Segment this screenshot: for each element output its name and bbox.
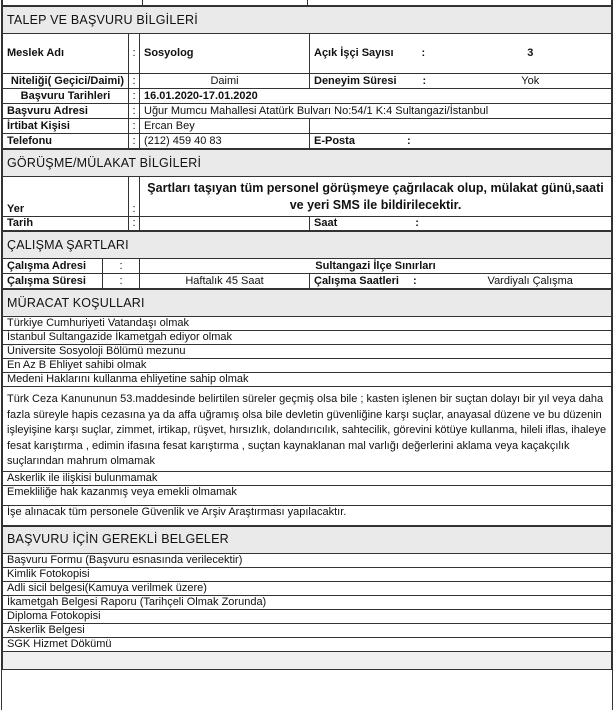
irtibat-value: Ercan Bey <box>140 119 310 134</box>
muracat-section <box>2 289 612 526</box>
list-item: Türk Ceza Kanununun 53.maddesinde belirtilen süreler geçmiş olsa bile ; kasten işlenen bir suçtan dolayı bir yıl veya daha fazla süreyle hapis cezasına ya da affa uğramış olsa bile devletin güvenliğine karşı suçlar, anayasal düzene ve bu düzenin işleyişine karşı suçlar, zimmet, irtikap, rüşvet, hırsızlık, dolandırıcılık, sahtecilik, görevini kötüye kullanma, hileli iflas, ihaleye fesat karıştırma , edimin ifasına fesat karıştırma , suçtan kaynaklanan mal varlığı değerlerini aklama veya kaçakçılık suçlarından mahrum olmamak <box>3 387 612 472</box>
nitelik-value: Daimi <box>140 74 310 89</box>
saat-label: Saat : <box>310 217 612 231</box>
list-item: Emekliliğe hak kazanmış veya emekli olmamak <box>3 485 612 505</box>
deneyim-label: Deneyim Süresi : <box>310 74 450 89</box>
list-item: İşe alınacak tüm personele Güvenlik ve Arşiv Araştırması yapılacaktır. <box>3 505 612 525</box>
gorusme-heading: GÖRÜŞME/MÜLAKAT BİLGİLERİ <box>3 150 612 177</box>
calisma-adres-value: Sultangazi İlçe Sınırları <box>140 259 612 274</box>
calisma-saat-value: Vardiyalı Çalışma <box>450 274 612 289</box>
basvuru-adres-value: Uğur Mumcu Mahallesi Atatürk Bulvarı No:54/1 K:4 Sultangazi/İstanbul <box>140 104 612 119</box>
calisma-sure-label: Çalışma Süresi <box>3 274 103 289</box>
belgeler-section <box>2 526 612 670</box>
basvuru-adres-label: Başvuru Adresi <box>3 104 129 119</box>
yer-value: Şartları taşıyan tüm personel görüşmeye çağrılacak olup, mülakat günü,saati ve yeri SMS ile bildirilecektir. <box>140 177 612 217</box>
talep-section: TALEP VE BAŞVURU BİLGİLERİ Meslek Adı : Sosyolog Açık İşçi Sayısı : 3 Niteliği( Geçici/Daimi) : Daimi Deneyim Süresi : Yok Başvuru Tarihleri : 16.01.2020-17.01.2020 Başvuru Adresi : Uğur Mumcu Mahallesi Atatürk Bulvarı No:54/1 K:4 Sultangazi/İstanbul İrtibat Kişisi : Ercan Bey Telefonu : (212) 459 40 83 E-Posta : <box>2 6 612 149</box>
calisma-section: ÇALIŞMA ŞARTLARI Çalışma Adresi : Sultangazi İlçe Sınırları Çalışma Süresi : Haftalık 45 Saat Çalışma Saatleri : Vardiyalı Çalışma <box>2 231 612 289</box>
talep-heading: TALEP VE BAŞVURU BİLGİLERİ <box>3 7 612 34</box>
basvuru-tarih-label: Başvuru Tarihleri <box>3 89 129 104</box>
list-item: SGK Hizmet Dökümü <box>3 637 612 651</box>
list-item: İkametgah Belgesi Raporu (Tarihçeli Olmak Zorunda) <box>3 595 612 609</box>
acik-value: 3 <box>450 34 612 74</box>
meslek-value: Sosyolog <box>140 34 310 74</box>
yer-label: Yer <box>3 177 129 217</box>
muracat-heading: MÜRACAT KOŞULLARI <box>3 290 612 317</box>
calisma-sure-value: Haftalık 45 Saat <box>140 274 310 289</box>
list-item: Üniversite Sosyoloji Bölümü mezunu <box>3 345 612 359</box>
acik-label: Açık İşçi Sayısı : <box>310 34 450 74</box>
gorusme-section: GÖRÜŞME/MÜLAKAT BİLGİLERİ Yer : Şartları taşıyan tüm personel görüşmeye çağrılacak olup, mülakat günü,saati ve yeri SMS ile bildirilecektir. Tarih : Saat : <box>2 149 612 231</box>
tarih-label: Tarih <box>3 217 129 231</box>
list-item: En Az B Ehliyet sahibi olmak <box>3 359 612 373</box>
list-item: İstanbul Sultangazide İkametgah ediyor olmak <box>3 331 612 345</box>
list-item: Türkiye Cumhuriyeti Vatandaşı olmak <box>3 317 612 331</box>
list-item: Kimlik Fotokopisi <box>3 567 612 581</box>
list-item: Başvuru Formu (Başvuru esnasında verilecektir) <box>3 553 612 567</box>
calisma-saat-label: Çalışma Saatleri : <box>310 274 450 289</box>
job-posting-form <box>1 0 613 710</box>
deneyim-value: Yok <box>450 74 612 89</box>
belgeler-heading: BAŞVURU İÇİN GEREKLİ BELGELER <box>3 526 612 553</box>
eposta-label: E-Posta : <box>310 134 612 149</box>
list-item: Diploma Fotokopisi <box>3 609 612 623</box>
list-item: Medeni Haklarını kullanma ehliyetine sahip olmak <box>3 373 612 387</box>
calisma-heading: ÇALIŞMA ŞARTLARI <box>3 232 612 259</box>
nitelik-label: Niteliği( Geçici/Daimi) <box>3 74 129 89</box>
calisma-adres-label: Çalışma Adresi <box>3 259 103 274</box>
irtibat-label: İrtibat Kişisi <box>3 119 129 134</box>
basvuru-tarih-value: 16.01.2020-17.01.2020 <box>140 89 612 104</box>
meslek-label: Meslek Adı <box>3 34 129 74</box>
list-item: Adli sicil belgesi(Kamuya verilmek üzere) <box>3 581 612 595</box>
list-item: Askerlik Belgesi <box>3 623 612 637</box>
list-item: Askerlik ile ilişkisi bulunmamak <box>3 471 612 485</box>
telefon-value: (212) 459 40 83 <box>140 134 310 149</box>
telefon-label: Telefonu <box>3 134 129 149</box>
